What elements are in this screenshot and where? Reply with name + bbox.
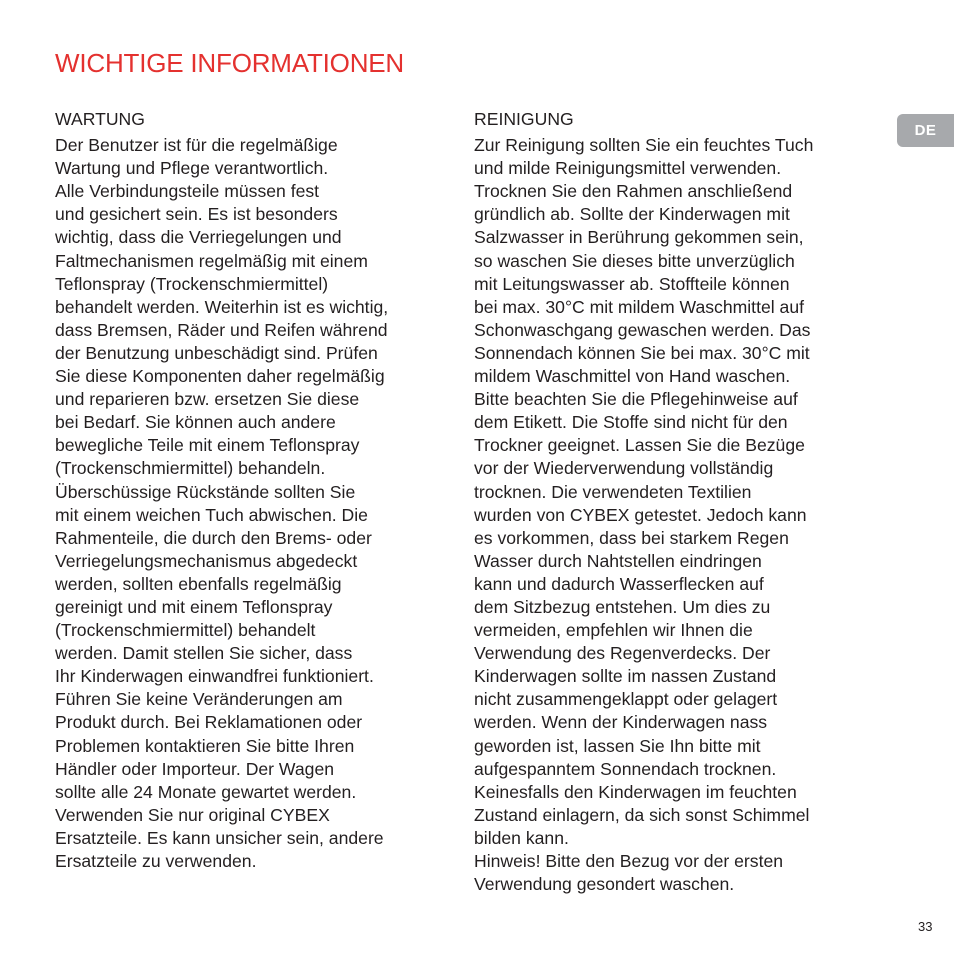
text-line: geworden ist, lassen Sie Ihn bitte mit bbox=[474, 735, 761, 756]
text-line: Teflonspray (Trockenschmiermittel) bbox=[55, 273, 329, 294]
text-line: werden. Damit stellen Sie sicher, dass bbox=[55, 643, 353, 664]
text-line: aufgespanntem Sonnendach trocknen. bbox=[474, 758, 777, 779]
text-line: Keinesfalls den Kinderwagen im feuchten bbox=[474, 781, 797, 802]
text-line: Zur Reinigung sollten Sie ein feuchtes Tuch bbox=[474, 135, 814, 156]
text-line: bei max. 30°C mit mildem Waschmittel auf bbox=[474, 296, 805, 317]
text-line: Wartung und Pflege verantwortlich. bbox=[55, 158, 329, 179]
reinigung-section bbox=[474, 108, 874, 896]
text-line: Hinweis! Bitte den Bezug vor der ersten bbox=[474, 851, 784, 871]
text-line: Salzwasser in Berührung gekommen sein, bbox=[474, 227, 804, 248]
text-line: trocknen. Die verwendeten Textilien bbox=[474, 481, 752, 502]
text-line: mildem Waschmittel von Hand waschen. bbox=[474, 366, 791, 387]
text-line: werden, sollten ebenfalls regelmäßig bbox=[55, 573, 342, 594]
text-line: Sie diese Komponenten daher regelmäßig bbox=[55, 366, 385, 387]
text-line: nicht zusammengeklappt oder gelagert bbox=[474, 689, 778, 710]
text-line: Bitte beachten Sie die Pflegehinweise auf bbox=[474, 389, 798, 410]
text-line: Sonnendach können Sie bei max. 30°C mit bbox=[474, 342, 810, 363]
text-line: Produkt durch. Bei Reklamationen oder bbox=[55, 712, 363, 733]
text-line: es vorkommen, dass bei starkem Regen bbox=[474, 527, 789, 548]
text-line: behandelt werden. Weiterhin ist es wichtig, bbox=[55, 296, 389, 317]
text-line: Wasser durch Nahtstellen eindringen bbox=[474, 550, 762, 571]
text-line: Schonwaschgang gewaschen werden. Das bbox=[474, 319, 811, 340]
text-line: vermeiden, empfehlen wir Ihnen die bbox=[474, 620, 753, 641]
text-line: Trockner geeignet. Lassen Sie die Bezüge bbox=[474, 435, 805, 456]
text-line: sollte alle 24 Monate gewartet werden. bbox=[55, 781, 357, 802]
text-line: bilden kann. bbox=[474, 827, 569, 848]
text-line: bei Bedarf. Sie können auch andere bbox=[55, 412, 336, 433]
page-title: WICHTIGE INFORMATIONEN bbox=[55, 48, 404, 78]
reinigung-heading: REINIGUNG bbox=[474, 109, 574, 129]
wartung-body bbox=[55, 134, 445, 873]
wartung-section bbox=[55, 108, 445, 873]
text-line: vor der Wiederverwendung vollständig bbox=[474, 458, 774, 479]
text-line: dass Bremsen, Räder und Reifen während bbox=[55, 319, 388, 340]
text-line: Verriegelungsmechanismus abgedeckt bbox=[55, 550, 358, 571]
text-line: der Benutzung unbeschädigt sind. Prüfen bbox=[55, 342, 378, 363]
text-line: Kinderwagen sollte im nassen Zustand bbox=[474, 666, 777, 687]
page-number: 33 bbox=[918, 919, 933, 934]
text-line: dem Sitzbezug entstehen. Um dies zu bbox=[474, 596, 771, 617]
text-line: wichtig, dass die Verriegelungen und bbox=[55, 227, 342, 248]
text-line: und reparieren bzw. ersetzen Sie diese bbox=[55, 389, 360, 410]
reinigung-body bbox=[474, 134, 874, 896]
text-line: kann und dadurch Wasserflecken auf bbox=[474, 573, 764, 594]
text-line: Ersatzteile. Es kann unsicher sein, andere bbox=[55, 827, 384, 848]
language-tab-de: DE bbox=[897, 114, 954, 147]
text-line: Ersatzteile zu verwenden. bbox=[55, 851, 257, 871]
text-line: Händler oder Importeur. Der Wagen bbox=[55, 758, 335, 779]
text-line: Führen Sie keine Veränderungen am bbox=[55, 689, 343, 710]
text-line: gereinigt und mit einem Teflonspray bbox=[55, 596, 333, 617]
text-line: Problemen kontaktieren Sie bitte Ihren bbox=[55, 735, 355, 756]
text-line: Verwenden Sie nur original CYBEX bbox=[55, 804, 330, 825]
text-line: Alle Verbindungsteile müssen fest bbox=[55, 181, 320, 202]
text-line: Überschüssige Rückstände sollten Sie bbox=[55, 481, 356, 502]
text-line: wurden von CYBEX getestet. Jedoch kann bbox=[474, 504, 807, 525]
text-line: dem Etikett. Die Stoffe sind nicht für den bbox=[474, 412, 788, 433]
text-line: gründlich ab. Sollte der Kinderwagen mit bbox=[474, 204, 790, 225]
text-line: bewegliche Teile mit einem Teflonspray bbox=[55, 435, 360, 456]
text-line: mit Leitungswasser ab. Stoffteile können bbox=[474, 273, 790, 294]
text-line: Trocknen Sie den Rahmen anschließend bbox=[474, 181, 793, 202]
text-line: und milde Reinigungsmittel verwenden. bbox=[474, 158, 782, 179]
text-line: Verwendung des Regenverdecks. Der bbox=[474, 643, 771, 664]
text-line: und gesichert sein. Es ist besonders bbox=[55, 204, 338, 225]
text-line: Zustand einlagern, da sich sonst Schimmel bbox=[474, 804, 810, 825]
text-line: mit einem weichen Tuch abwischen. Die bbox=[55, 504, 368, 525]
text-line: werden. Wenn der Kinderwagen nass bbox=[474, 712, 768, 733]
text-line: (Trockenschmiermittel) behandeln. bbox=[55, 458, 326, 479]
text-line: Ihr Kinderwagen einwandfrei funktioniert. bbox=[55, 666, 374, 687]
text-line: so waschen Sie dieses bitte unverzüglich bbox=[474, 250, 795, 271]
text-line: Rahmenteile, die durch den Brems- oder bbox=[55, 527, 372, 548]
text-line: Verwendung gesondert waschen. bbox=[474, 874, 735, 895]
text-line: Der Benutzer ist für die regelmäßige bbox=[55, 135, 338, 156]
text-line: Faltmechanismen regelmäßig mit einem bbox=[55, 250, 368, 271]
wartung-heading: WARTUNG bbox=[55, 109, 145, 129]
text-line: (Trockenschmiermittel) behandelt bbox=[55, 620, 316, 641]
